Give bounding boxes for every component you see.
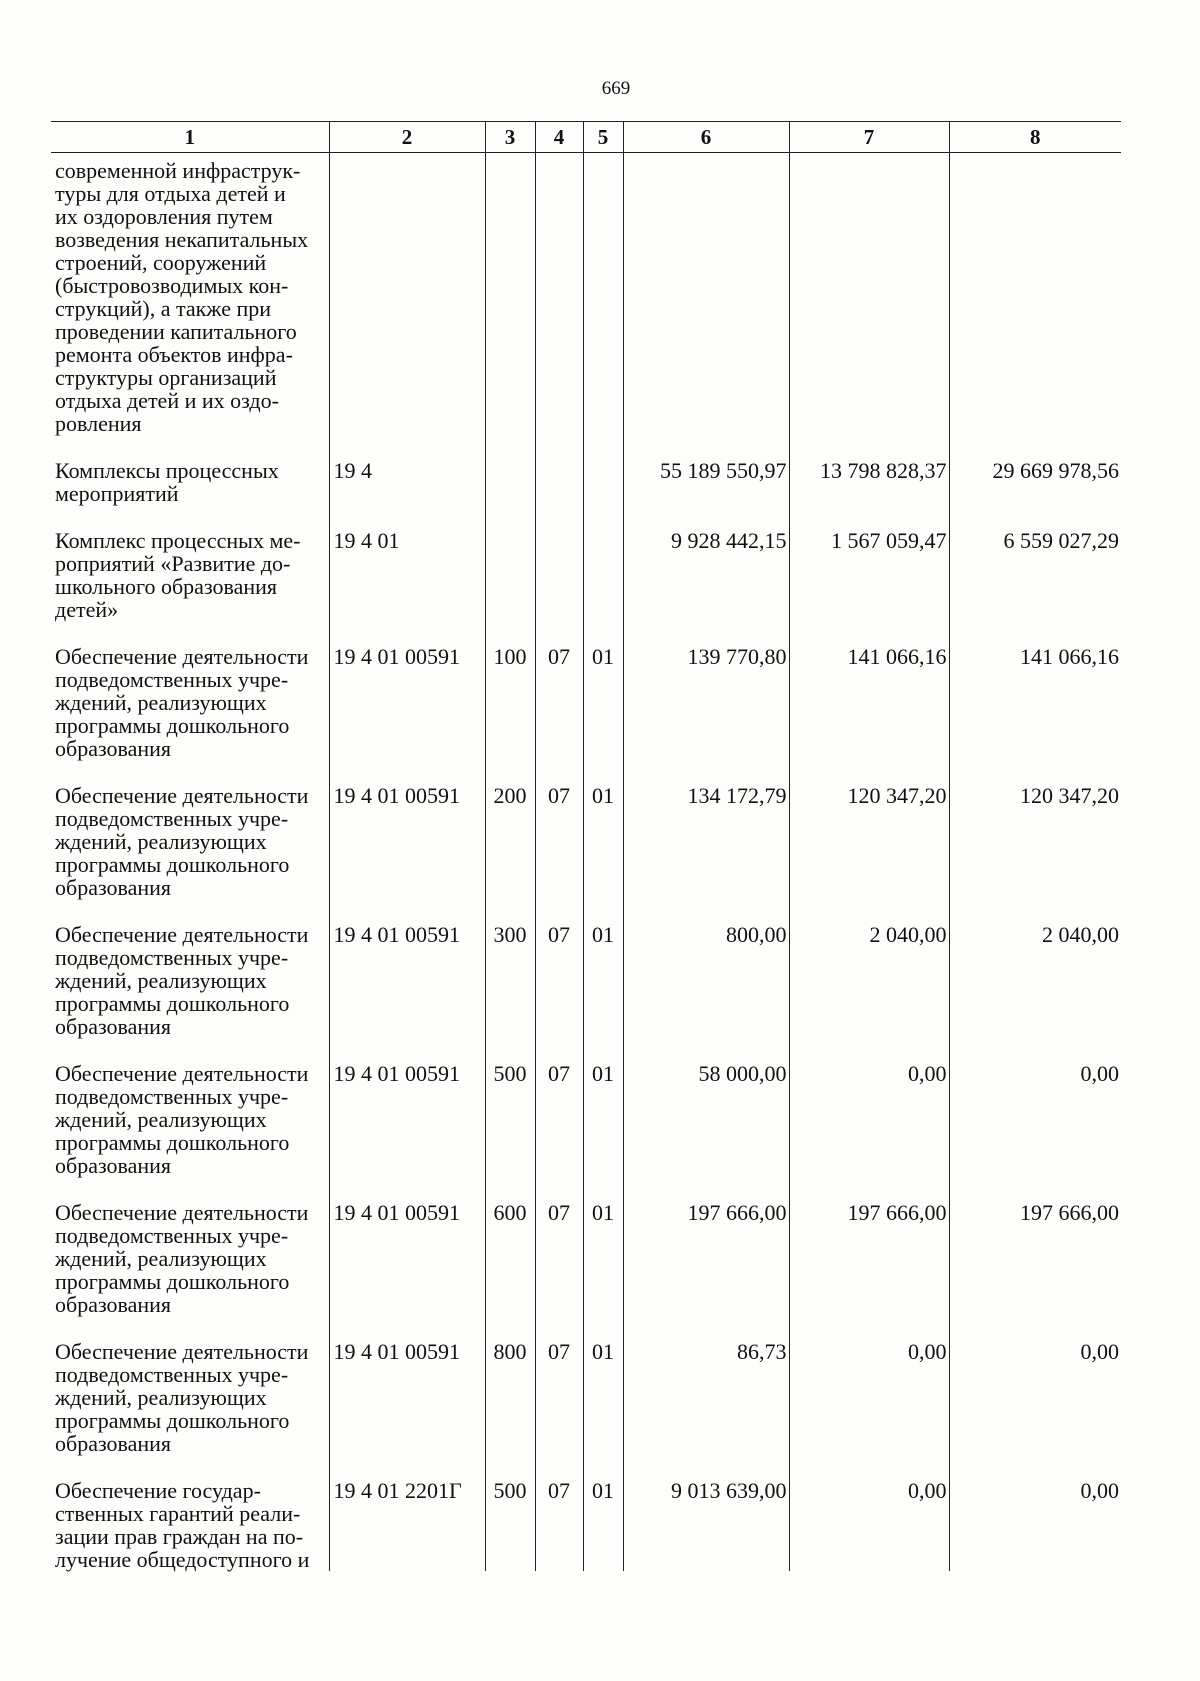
budget-table	[51, 121, 1121, 1571]
code-cell: 19 4	[329, 449, 485, 519]
amount-col6-cell: 139 770,80	[623, 635, 789, 774]
subsection-cell	[583, 449, 623, 519]
column-header-5: 5	[583, 122, 623, 153]
subsection-cell: 01	[583, 1191, 623, 1330]
section-cell	[535, 153, 583, 450]
amount-col6-cell: 9 928 442,15	[623, 519, 789, 635]
table-row	[51, 774, 1121, 913]
expense-type-cell: 600	[485, 1191, 535, 1330]
table-row	[51, 449, 1121, 519]
amount-col8-cell: 0,00	[949, 1052, 1121, 1191]
expense-type-cell	[485, 519, 535, 635]
section-cell	[535, 519, 583, 635]
amount-col8-cell: 120 347,20	[949, 774, 1121, 913]
amount-col6-cell: 9 013 639,00	[623, 1469, 789, 1571]
description-cell: Комплекс процессных ме- роприятий «Развитие до- школьного образования детей»	[51, 519, 329, 635]
code-cell: 19 4 01 00591	[329, 1052, 485, 1191]
column-header-7: 7	[789, 122, 949, 153]
section-cell: 07	[535, 913, 583, 1052]
amount-col7-cell: 13 798 828,37	[789, 449, 949, 519]
amount-col7-cell: 0,00	[789, 1330, 949, 1469]
amount-col8-cell: 29 669 978,56	[949, 449, 1121, 519]
amount-col8-cell: 0,00	[949, 1330, 1121, 1469]
subsection-cell: 01	[583, 1330, 623, 1469]
section-cell	[535, 449, 583, 519]
description-cell: Обеспечение деятельности подведомственных учре- ждений, реализующих программы дошкольного образования	[51, 1330, 329, 1469]
page-number: 669	[601, 78, 631, 99]
expense-type-cell: 500	[485, 1052, 535, 1191]
table-body	[51, 153, 1121, 1572]
amount-col6-cell: 58 000,00	[623, 1052, 789, 1191]
amount-col8-cell: 2 040,00	[949, 913, 1121, 1052]
description-cell: Обеспечение деятельности подведомственных учре- ждений, реализующих программы дошкольного образования	[51, 1191, 329, 1330]
section-cell: 07	[535, 635, 583, 774]
amount-col8-cell: 0,00	[949, 1469, 1121, 1571]
description-cell: Обеспечение деятельности подведомственных учре- ждений, реализующих программы дошкольного образования	[51, 635, 329, 774]
description-cell: Обеспечение деятельности подведомственных учре- ждений, реализующих программы дошкольного образования	[51, 913, 329, 1052]
code-cell: 19 4 01	[329, 519, 485, 635]
description-cell: Комплексы процессных мероприятий	[51, 449, 329, 519]
code-cell: 19 4 01 2201Г	[329, 1469, 485, 1571]
amount-col6-cell: 134 172,79	[623, 774, 789, 913]
column-header-4: 4	[535, 122, 583, 153]
section-cell: 07	[535, 1052, 583, 1191]
amount-col6-cell: 86,73	[623, 1330, 789, 1469]
amount-col6-cell: 800,00	[623, 913, 789, 1052]
table-row	[51, 1052, 1121, 1191]
subsection-cell: 01	[583, 913, 623, 1052]
table-row	[51, 153, 1121, 450]
amount-col7-cell: 0,00	[789, 1469, 949, 1571]
section-cell: 07	[535, 1330, 583, 1469]
table-row	[51, 1330, 1121, 1469]
code-cell: 19 4 01 00591	[329, 1191, 485, 1330]
description-cell: Обеспечение государ- ственных гарантий реали- зации прав граждан на по- лучение общедоступного и	[51, 1469, 329, 1571]
amount-col6-cell	[623, 153, 789, 450]
expense-type-cell	[485, 449, 535, 519]
expense-type-cell: 500	[485, 1469, 535, 1571]
column-header-8: 8	[949, 122, 1121, 153]
expense-type-cell: 800	[485, 1330, 535, 1469]
code-cell: 19 4 01 00591	[329, 774, 485, 913]
table-row	[51, 1191, 1121, 1330]
column-header-2: 2	[329, 122, 485, 153]
subsection-cell: 01	[583, 1052, 623, 1191]
expense-type-cell: 200	[485, 774, 535, 913]
amount-col7-cell: 120 347,20	[789, 774, 949, 913]
amount-col8-cell: 197 666,00	[949, 1191, 1121, 1330]
amount-col8-cell: 6 559 027,29	[949, 519, 1121, 635]
description-cell: современной инфраструк- туры для отдыха детей и их оздоровления путем возведения некапитальных строений, сооружений (быстровозводимых кон- струкций), а также при проведении капитального ремонта объектов инфра- структуры организаций отдыха детей и их оздо- ровления	[51, 153, 329, 450]
section-cell: 07	[535, 1191, 583, 1330]
subsection-cell	[583, 519, 623, 635]
table-row	[51, 1469, 1121, 1571]
description-cell: Обеспечение деятельности подведомственных учре- ждений, реализующих программы дошкольного образования	[51, 1052, 329, 1191]
expense-type-cell	[485, 153, 535, 450]
code-cell	[329, 153, 485, 450]
subsection-cell: 01	[583, 1469, 623, 1571]
header-row	[51, 122, 1121, 153]
code-cell: 19 4 01 00591	[329, 635, 485, 774]
section-cell: 07	[535, 774, 583, 913]
amount-col8-cell	[949, 153, 1121, 450]
column-header-3: 3	[485, 122, 535, 153]
subsection-cell: 01	[583, 774, 623, 913]
subsection-cell: 01	[583, 635, 623, 774]
table-row	[51, 635, 1121, 774]
amount-col7-cell: 0,00	[789, 1052, 949, 1191]
amount-col7-cell: 2 040,00	[789, 913, 949, 1052]
amount-col6-cell: 197 666,00	[623, 1191, 789, 1330]
amount-col7-cell: 197 666,00	[789, 1191, 949, 1330]
amount-col7-cell: 1 567 059,47	[789, 519, 949, 635]
code-cell: 19 4 01 00591	[329, 913, 485, 1052]
amount-col7-cell: 141 066,16	[789, 635, 949, 774]
expense-type-cell: 300	[485, 913, 535, 1052]
table-row	[51, 913, 1121, 1052]
code-cell: 19 4 01 00591	[329, 1330, 485, 1469]
amount-col8-cell: 141 066,16	[949, 635, 1121, 774]
column-header-1: 1	[51, 122, 329, 153]
description-cell: Обеспечение деятельности подведомственных учре- ждений, реализующих программы дошкольного образования	[51, 774, 329, 913]
column-header-6: 6	[623, 122, 789, 153]
subsection-cell	[583, 153, 623, 450]
table-row	[51, 519, 1121, 635]
amount-col6-cell: 55 189 550,97	[623, 449, 789, 519]
section-cell: 07	[535, 1469, 583, 1571]
amount-col7-cell	[789, 153, 949, 450]
expense-type-cell: 100	[485, 635, 535, 774]
